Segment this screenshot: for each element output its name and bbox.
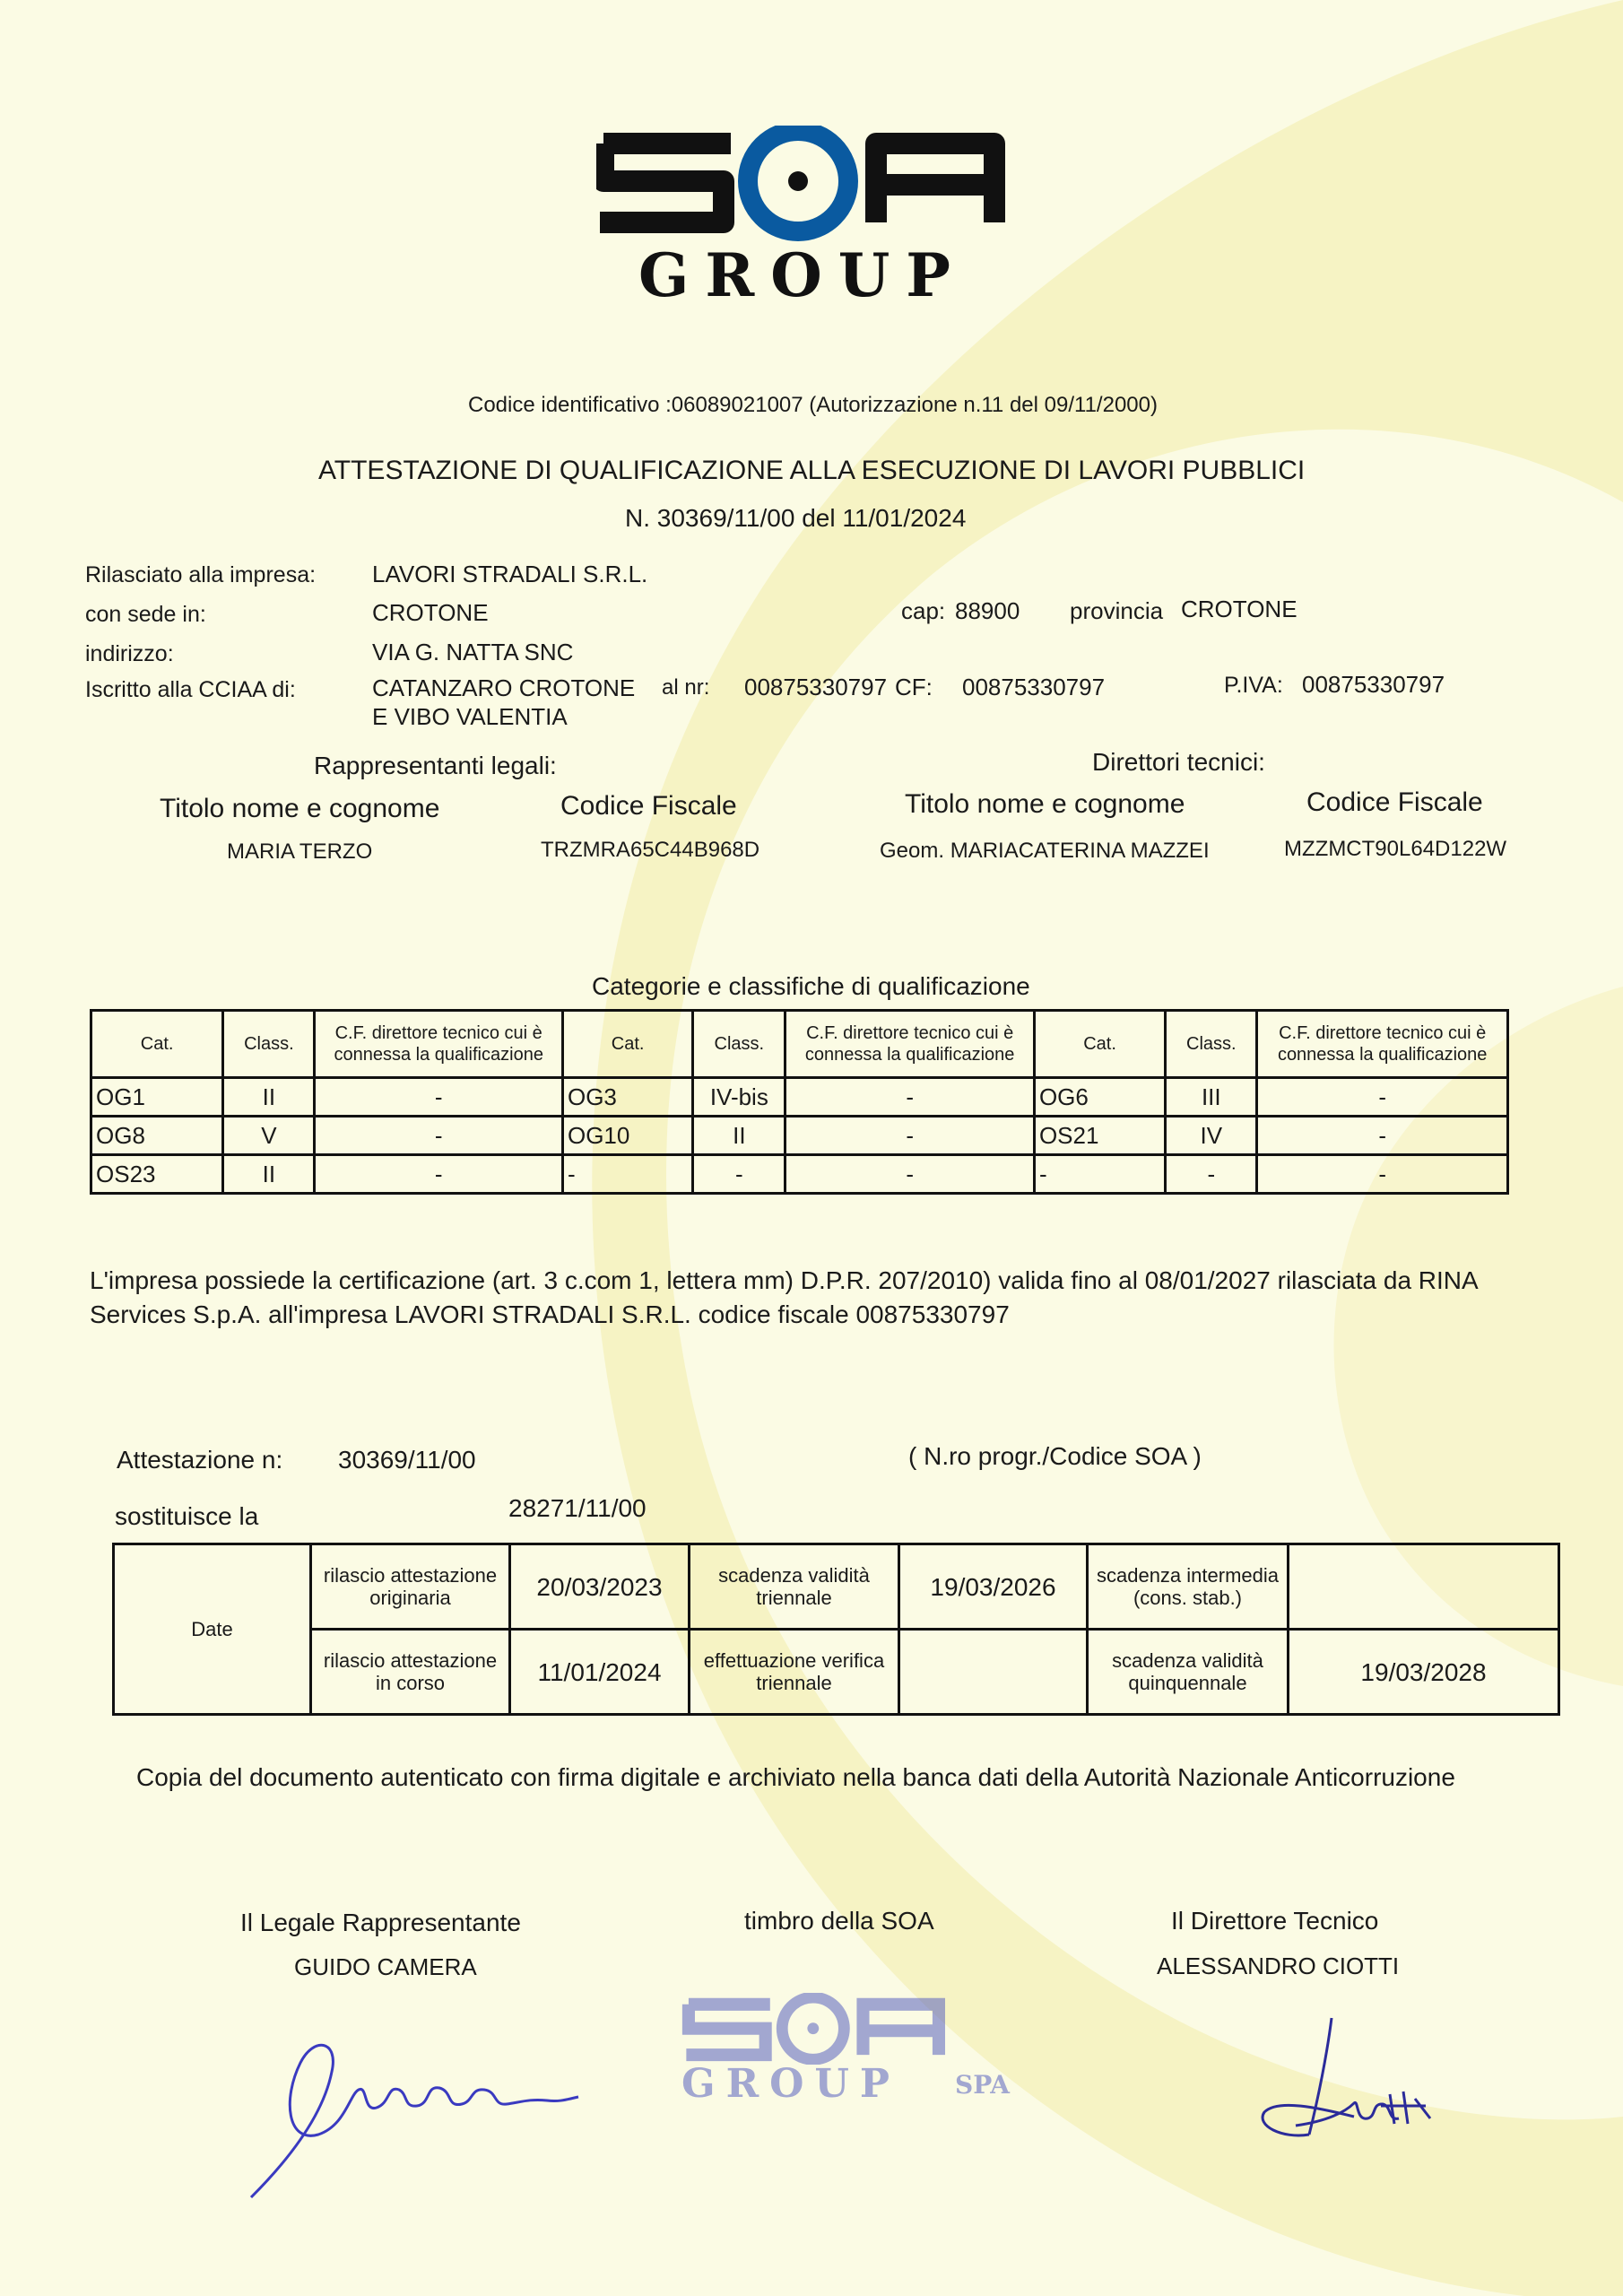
class-cell: II bbox=[223, 1155, 315, 1194]
cat-cell: OG8 bbox=[91, 1117, 223, 1155]
cf-cell: - bbox=[785, 1155, 1035, 1194]
cf-value: 00875330797 bbox=[962, 674, 1106, 700]
direttore-signature bbox=[1246, 2009, 1462, 2152]
rilascio-corso-label: rilascio attestazione in corso bbox=[311, 1630, 510, 1715]
dir-col-cf: Codice Fiscale bbox=[1306, 787, 1483, 817]
rilascio-corso-value: 11/01/2024 bbox=[510, 1630, 690, 1715]
cap-label: cap: bbox=[901, 597, 946, 624]
cf-cell: - bbox=[1257, 1155, 1508, 1194]
cf-cell: - bbox=[1257, 1117, 1508, 1155]
cf-cell: - bbox=[785, 1078, 1035, 1117]
scadenza-triennale-value: 19/03/2026 bbox=[899, 1544, 1088, 1630]
direttori-label: Direttori tecnici: bbox=[1092, 748, 1265, 776]
certification-line-2: Services S.p.A. all'impresa LAVORI STRADALI S.R.L. codice fiscale 00875330797 bbox=[90, 1300, 1010, 1328]
logo-group-text: GROUP bbox=[638, 240, 967, 310]
header-cat: Cat. bbox=[1034, 1011, 1165, 1078]
rilasciato-label: Rilasciato alla impresa: bbox=[85, 562, 317, 587]
class-cell: III bbox=[1166, 1078, 1257, 1117]
document-title: ATTESTAZIONE DI QUALIFICAZIONE ALLA ESECUZIONE DI LAVORI PUBBLICI bbox=[318, 456, 1306, 485]
indirizzo-label: indirizzo: bbox=[85, 641, 174, 666]
header-cf: C.F. direttore tecnico cui è connessa la qualificazione bbox=[1257, 1011, 1508, 1078]
document-number: N. 30369/11/00 del 11/01/2024 bbox=[625, 504, 967, 532]
cat-cell: OS23 bbox=[91, 1155, 223, 1194]
dir-cf: MZZMCT90L64D122W bbox=[1284, 837, 1507, 861]
dates-row bbox=[114, 1544, 1559, 1630]
sede-value: CROTONE bbox=[372, 599, 489, 626]
header-class: Class. bbox=[1166, 1011, 1257, 1078]
scadenza-intermedia-label: scadenza intermedia (cons. stab.) bbox=[1088, 1544, 1289, 1630]
legale-label: Il Legale Rappresentante bbox=[240, 1909, 521, 1936]
stamp-spa-text: SPA bbox=[955, 2070, 1010, 2100]
rilasciato-value: LAVORI STRADALI S.R.L. bbox=[372, 561, 648, 587]
class-cell: II bbox=[223, 1078, 315, 1117]
categories-title: Categorie e classifiche di qualificazione bbox=[592, 972, 1030, 1000]
header-cf: C.F. direttore tecnico cui è connessa la qualificazione bbox=[315, 1011, 563, 1078]
class-cell: - bbox=[693, 1155, 785, 1194]
rapp-cf: TRZMRA65C44B968D bbox=[541, 838, 760, 862]
rappresentanti-label: Rappresentanti legali: bbox=[314, 752, 557, 779]
cf-cell: - bbox=[315, 1117, 563, 1155]
timbro-label: timbro della SOA bbox=[744, 1907, 934, 1935]
rilascio-originaria-label: rilascio attestazione originaria bbox=[311, 1544, 510, 1630]
table-row bbox=[91, 1155, 1508, 1194]
footer-note: Copia del documento autenticato con firma digitale e archiviato nella banca dati della Autorità Nazionale Anticorruzione bbox=[136, 1763, 1455, 1791]
categories-header-row bbox=[91, 1011, 1508, 1078]
legale-signature bbox=[233, 2009, 592, 2206]
stamp-logo-graphic bbox=[681, 1993, 950, 2065]
rapp-col-nome: Titolo nome e cognome bbox=[160, 794, 440, 823]
scadenza-quinquennale-value: 19/03/2028 bbox=[1289, 1630, 1559, 1715]
sede-label: con sede in: bbox=[85, 602, 206, 627]
stamp-group-text: GROUP bbox=[681, 2061, 900, 2107]
attestazione-value: 30369/11/00 bbox=[338, 1446, 476, 1474]
soa-stamp bbox=[681, 1993, 1022, 2118]
attestazione-note: ( N.ro progr./Codice SOA ) bbox=[908, 1442, 1202, 1470]
header-cat: Cat. bbox=[562, 1011, 692, 1078]
header-cf: C.F. direttore tecnico cui è connessa la qualificazione bbox=[785, 1011, 1035, 1078]
cf-cell: - bbox=[315, 1155, 563, 1194]
cf-cell: - bbox=[1257, 1078, 1508, 1117]
ccia-value-2: E VIBO VALENTIA bbox=[372, 703, 568, 730]
verifica-value bbox=[899, 1630, 1088, 1715]
dir-col-nome: Titolo nome e cognome bbox=[905, 789, 1185, 819]
class-cell: II bbox=[693, 1117, 785, 1155]
piva-label: P.IVA: bbox=[1224, 673, 1283, 698]
sostituisce-value: 28271/11/00 bbox=[508, 1494, 647, 1522]
cat-cell: OG1 bbox=[91, 1078, 223, 1117]
class-cell: IV bbox=[1166, 1117, 1257, 1155]
cap-value: 88900 bbox=[955, 597, 1020, 624]
dir-name: Geom. MARIACATERINA MAZZEI bbox=[880, 839, 1210, 863]
indirizzo-value: VIA G. NATTA SNC bbox=[372, 639, 574, 665]
rapp-name: MARIA TERZO bbox=[227, 839, 373, 864]
header-cat: Cat. bbox=[91, 1011, 223, 1078]
verifica-label: effettuazione verifica triennale bbox=[690, 1630, 899, 1715]
cf-cell: - bbox=[315, 1078, 563, 1117]
ccia-label: Iscritto alla CCIAA di: bbox=[85, 677, 296, 702]
cf-label: CF: bbox=[895, 674, 933, 700]
codice-identificativo: Codice identificativo :06089021007 (Autorizzazione n.11 del 09/11/2000) bbox=[468, 393, 1158, 417]
categories-table bbox=[90, 1009, 1509, 1195]
nr-value: 00875330797 bbox=[744, 674, 888, 700]
class-cell: IV-bis bbox=[693, 1078, 785, 1117]
dates-table bbox=[112, 1543, 1560, 1716]
cat-cell: - bbox=[1034, 1155, 1165, 1194]
cat-cell: OG3 bbox=[562, 1078, 692, 1117]
ccia-value-1: CATANZARO CROTONE bbox=[372, 674, 636, 701]
certification-line-1: L'impresa possiede la certificazione (art. 3 c.com 1, lettera mm) D.P.R. 207/2010) valida fino al 08/01/2027 rilasciata da RINA bbox=[90, 1266, 1479, 1294]
cat-cell: - bbox=[562, 1155, 692, 1194]
cat-cell: OG10 bbox=[562, 1117, 692, 1155]
sostituisce-label: sostituisce la bbox=[115, 1502, 259, 1530]
header-class: Class. bbox=[223, 1011, 315, 1078]
legale-name: GUIDO CAMERA bbox=[294, 1953, 477, 1980]
attestazione-label: Attestazione n: bbox=[117, 1446, 283, 1474]
cat-cell: OS21 bbox=[1034, 1117, 1165, 1155]
class-cell: V bbox=[223, 1117, 315, 1155]
cf-cell: - bbox=[785, 1117, 1035, 1155]
nr-label: al nr: bbox=[662, 675, 710, 700]
provincia-value: CROTONE bbox=[1181, 596, 1298, 622]
table-row bbox=[91, 1078, 1508, 1117]
provincia-label: provincia bbox=[1070, 597, 1164, 624]
rapp-col-cf: Codice Fiscale bbox=[560, 791, 737, 821]
piva-value: 00875330797 bbox=[1302, 671, 1445, 698]
direttore-label: Il Direttore Tecnico bbox=[1171, 1907, 1379, 1935]
direttore-name: ALESSANDRO CIOTTI bbox=[1157, 1952, 1400, 1979]
dates-label: Date bbox=[114, 1544, 311, 1715]
rilascio-originaria-value: 20/03/2023 bbox=[510, 1544, 690, 1630]
scadenza-intermedia-value bbox=[1289, 1544, 1559, 1630]
dates-row bbox=[114, 1630, 1559, 1715]
scadenza-quinquennale-label: scadenza validità quinquennale bbox=[1088, 1630, 1289, 1715]
header-class: Class. bbox=[693, 1011, 785, 1078]
scadenza-triennale-label: scadenza validità triennale bbox=[690, 1544, 899, 1630]
class-cell: - bbox=[1166, 1155, 1257, 1194]
table-row bbox=[91, 1117, 1508, 1155]
cat-cell: OG6 bbox=[1034, 1078, 1165, 1117]
soa-logo bbox=[596, 126, 1009, 310]
